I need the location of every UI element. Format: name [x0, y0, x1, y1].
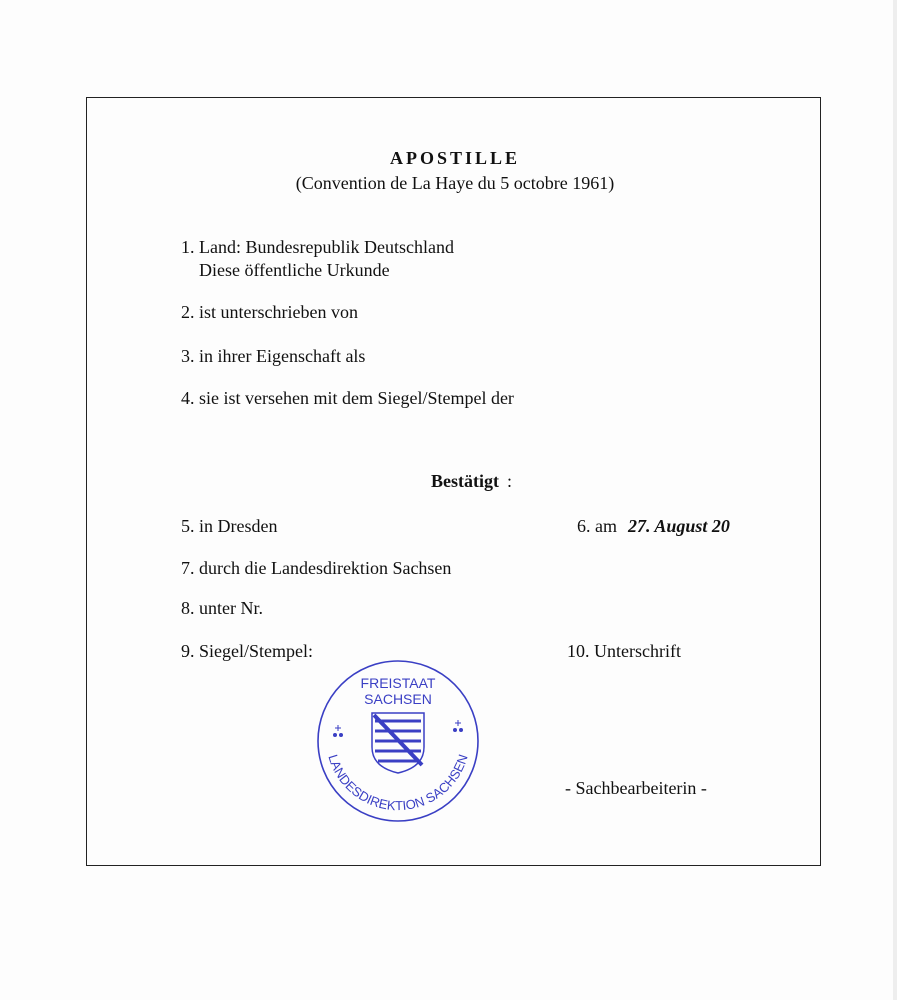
stamp-ring-text: LANDESDIREKTION SACHSEN — [325, 752, 471, 814]
official-seal-stamp — [312, 655, 484, 827]
item-authority: 7. durch die Landesdirektion Sachsen — [181, 558, 452, 578]
signer-role: - Sachbearbeiterin - — [565, 778, 707, 798]
coat-of-arms-icon — [372, 713, 424, 773]
item-capacity: 3. in ihrer Eigenschaft als — [181, 346, 366, 366]
item-place: 5. in Dresden — [181, 516, 278, 536]
item-signed-by: 2. ist unterschrieben von — [181, 302, 358, 322]
stamp-dots-icon — [333, 720, 463, 737]
confirmed-colon: : — [507, 471, 513, 491]
stamp-line2: SACHSEN — [364, 691, 432, 707]
item-document: Diese öffentliche Urkunde — [199, 260, 390, 280]
item-seal-label: 9. Siegel/Stempel: — [181, 641, 313, 661]
document-title: APOSTILLE — [389, 148, 521, 168]
item-number: 8. unter Nr. — [181, 598, 263, 618]
item-seal-of: 4. sie ist versehen mit dem Siegel/Stempel der — [181, 388, 514, 408]
document-subtitle: (Convention de La Haye du 5 octobre 1961) — [295, 173, 615, 193]
date-label: 6. am — [577, 516, 617, 536]
page-edge — [893, 0, 897, 1000]
item-country: 1. Land: Bundesrepublik Deutschland — [181, 237, 454, 257]
date-value: 27. August 20 — [628, 516, 730, 536]
confirmed-label: Bestätigt — [431, 471, 499, 491]
item-signature-label: 10. Unterschrift — [567, 641, 681, 661]
stamp-line1: FREISTAAT — [360, 675, 436, 691]
